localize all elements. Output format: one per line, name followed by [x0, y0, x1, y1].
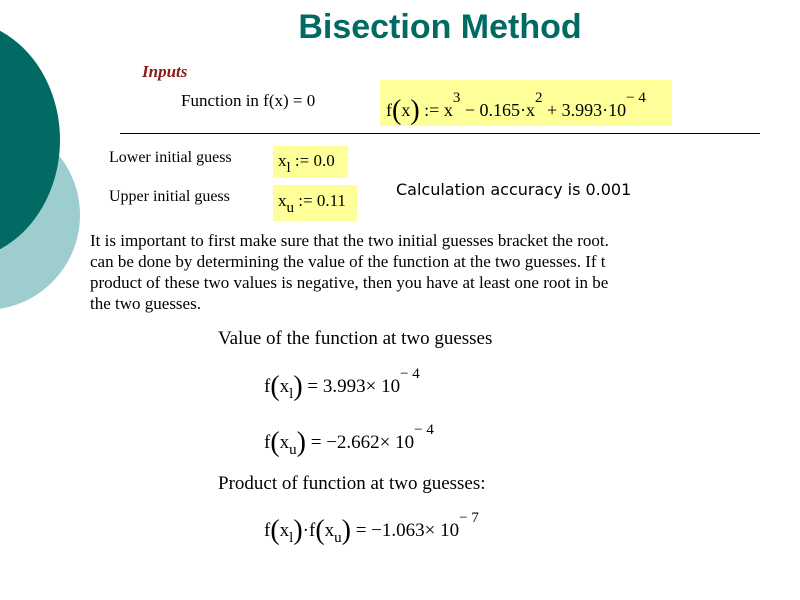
paragraph-line: product of these two values is negative, then you have at least one root in be [90, 273, 609, 292]
paragraph-line: can be done by determining the value of the function at the two guesses. If t [90, 252, 606, 271]
paragraph-line: the two guesses. [90, 294, 201, 313]
slide-title: Bisection Method [298, 8, 582, 46]
term2-exp: 2 [534, 90, 543, 106]
upper-number: 0.11 [316, 191, 346, 210]
func-name: f [386, 100, 392, 120]
paren-open: ( [392, 95, 402, 126]
fxl-result: = 3.993× 10 [307, 376, 401, 397]
lower-sub: l [286, 160, 291, 176]
product-result: = −1.063× 10 [355, 520, 460, 541]
term3: + 3.993·10 [546, 100, 627, 120]
upper-assign: := [298, 191, 313, 210]
assign-op: := [424, 100, 440, 120]
lower-number: 0.0 [313, 151, 335, 170]
fxl-exp: − 4 [400, 366, 420, 382]
paragraph-line: It is important to first make sure that the two initial guesses bracket the root. [90, 231, 609, 250]
product-dot: · [302, 520, 309, 541]
product-var1: x [279, 520, 290, 541]
paren-close: ) [341, 515, 351, 546]
fxu-equation [264, 424, 434, 456]
paren-close: ) [293, 515, 303, 546]
fxu-f: f [264, 432, 271, 453]
term1-base: x [443, 100, 453, 120]
fxl-var: x [279, 376, 290, 397]
paren-open: ( [270, 371, 280, 402]
fxl-equation [264, 368, 420, 400]
func-var: x [401, 100, 411, 120]
fxu-sub: u [289, 442, 297, 458]
paren-close: ) [296, 427, 306, 458]
fxl-f: f [264, 376, 271, 397]
fxu-var: x [279, 432, 290, 453]
inputs-label: Inputs [142, 62, 188, 81]
product-heading: Product of function at two guesses: [218, 473, 486, 494]
upper-guess-value [278, 191, 346, 216]
upper-sub: u [286, 200, 294, 216]
fxu-result: = −2.662× 10 [310, 432, 415, 453]
value-heading: Value of the function at two guesses [218, 328, 493, 349]
term3-exp: − 4 [626, 90, 646, 106]
product-sub2: u [334, 530, 342, 546]
paren-open: ( [270, 427, 280, 458]
term1-exp: 3 [452, 90, 461, 106]
term2: − 0.165·x [464, 100, 535, 120]
function-label: Function in f(x) = 0 [181, 91, 316, 110]
lower-guess-label: Lower initial guess [109, 149, 232, 166]
upper-guess-label: Upper initial guess [109, 188, 230, 205]
lower-assign: := [294, 151, 310, 170]
product-sub1: l [289, 530, 294, 546]
product-exp: − 7 [459, 510, 479, 526]
paren-open: ( [270, 515, 280, 546]
paren-close: ) [410, 95, 420, 126]
upper-var: x [278, 191, 287, 210]
product-f2: f [308, 520, 316, 541]
lower-guess-value [278, 151, 335, 176]
product-f1: f [264, 520, 271, 541]
lower-var: x [278, 151, 287, 170]
paren-close: ) [293, 371, 303, 402]
product-var2: x [324, 520, 335, 541]
divider-line [120, 133, 760, 134]
paren-open: ( [315, 515, 325, 546]
product-equation [264, 512, 479, 544]
fxu-exp: − 4 [414, 422, 434, 438]
function-definition [386, 92, 646, 124]
accuracy-text: Calculation accuracy is 0.001 [396, 180, 632, 199]
fxl-sub: l [289, 386, 294, 402]
explanation-paragraph [90, 230, 725, 320]
